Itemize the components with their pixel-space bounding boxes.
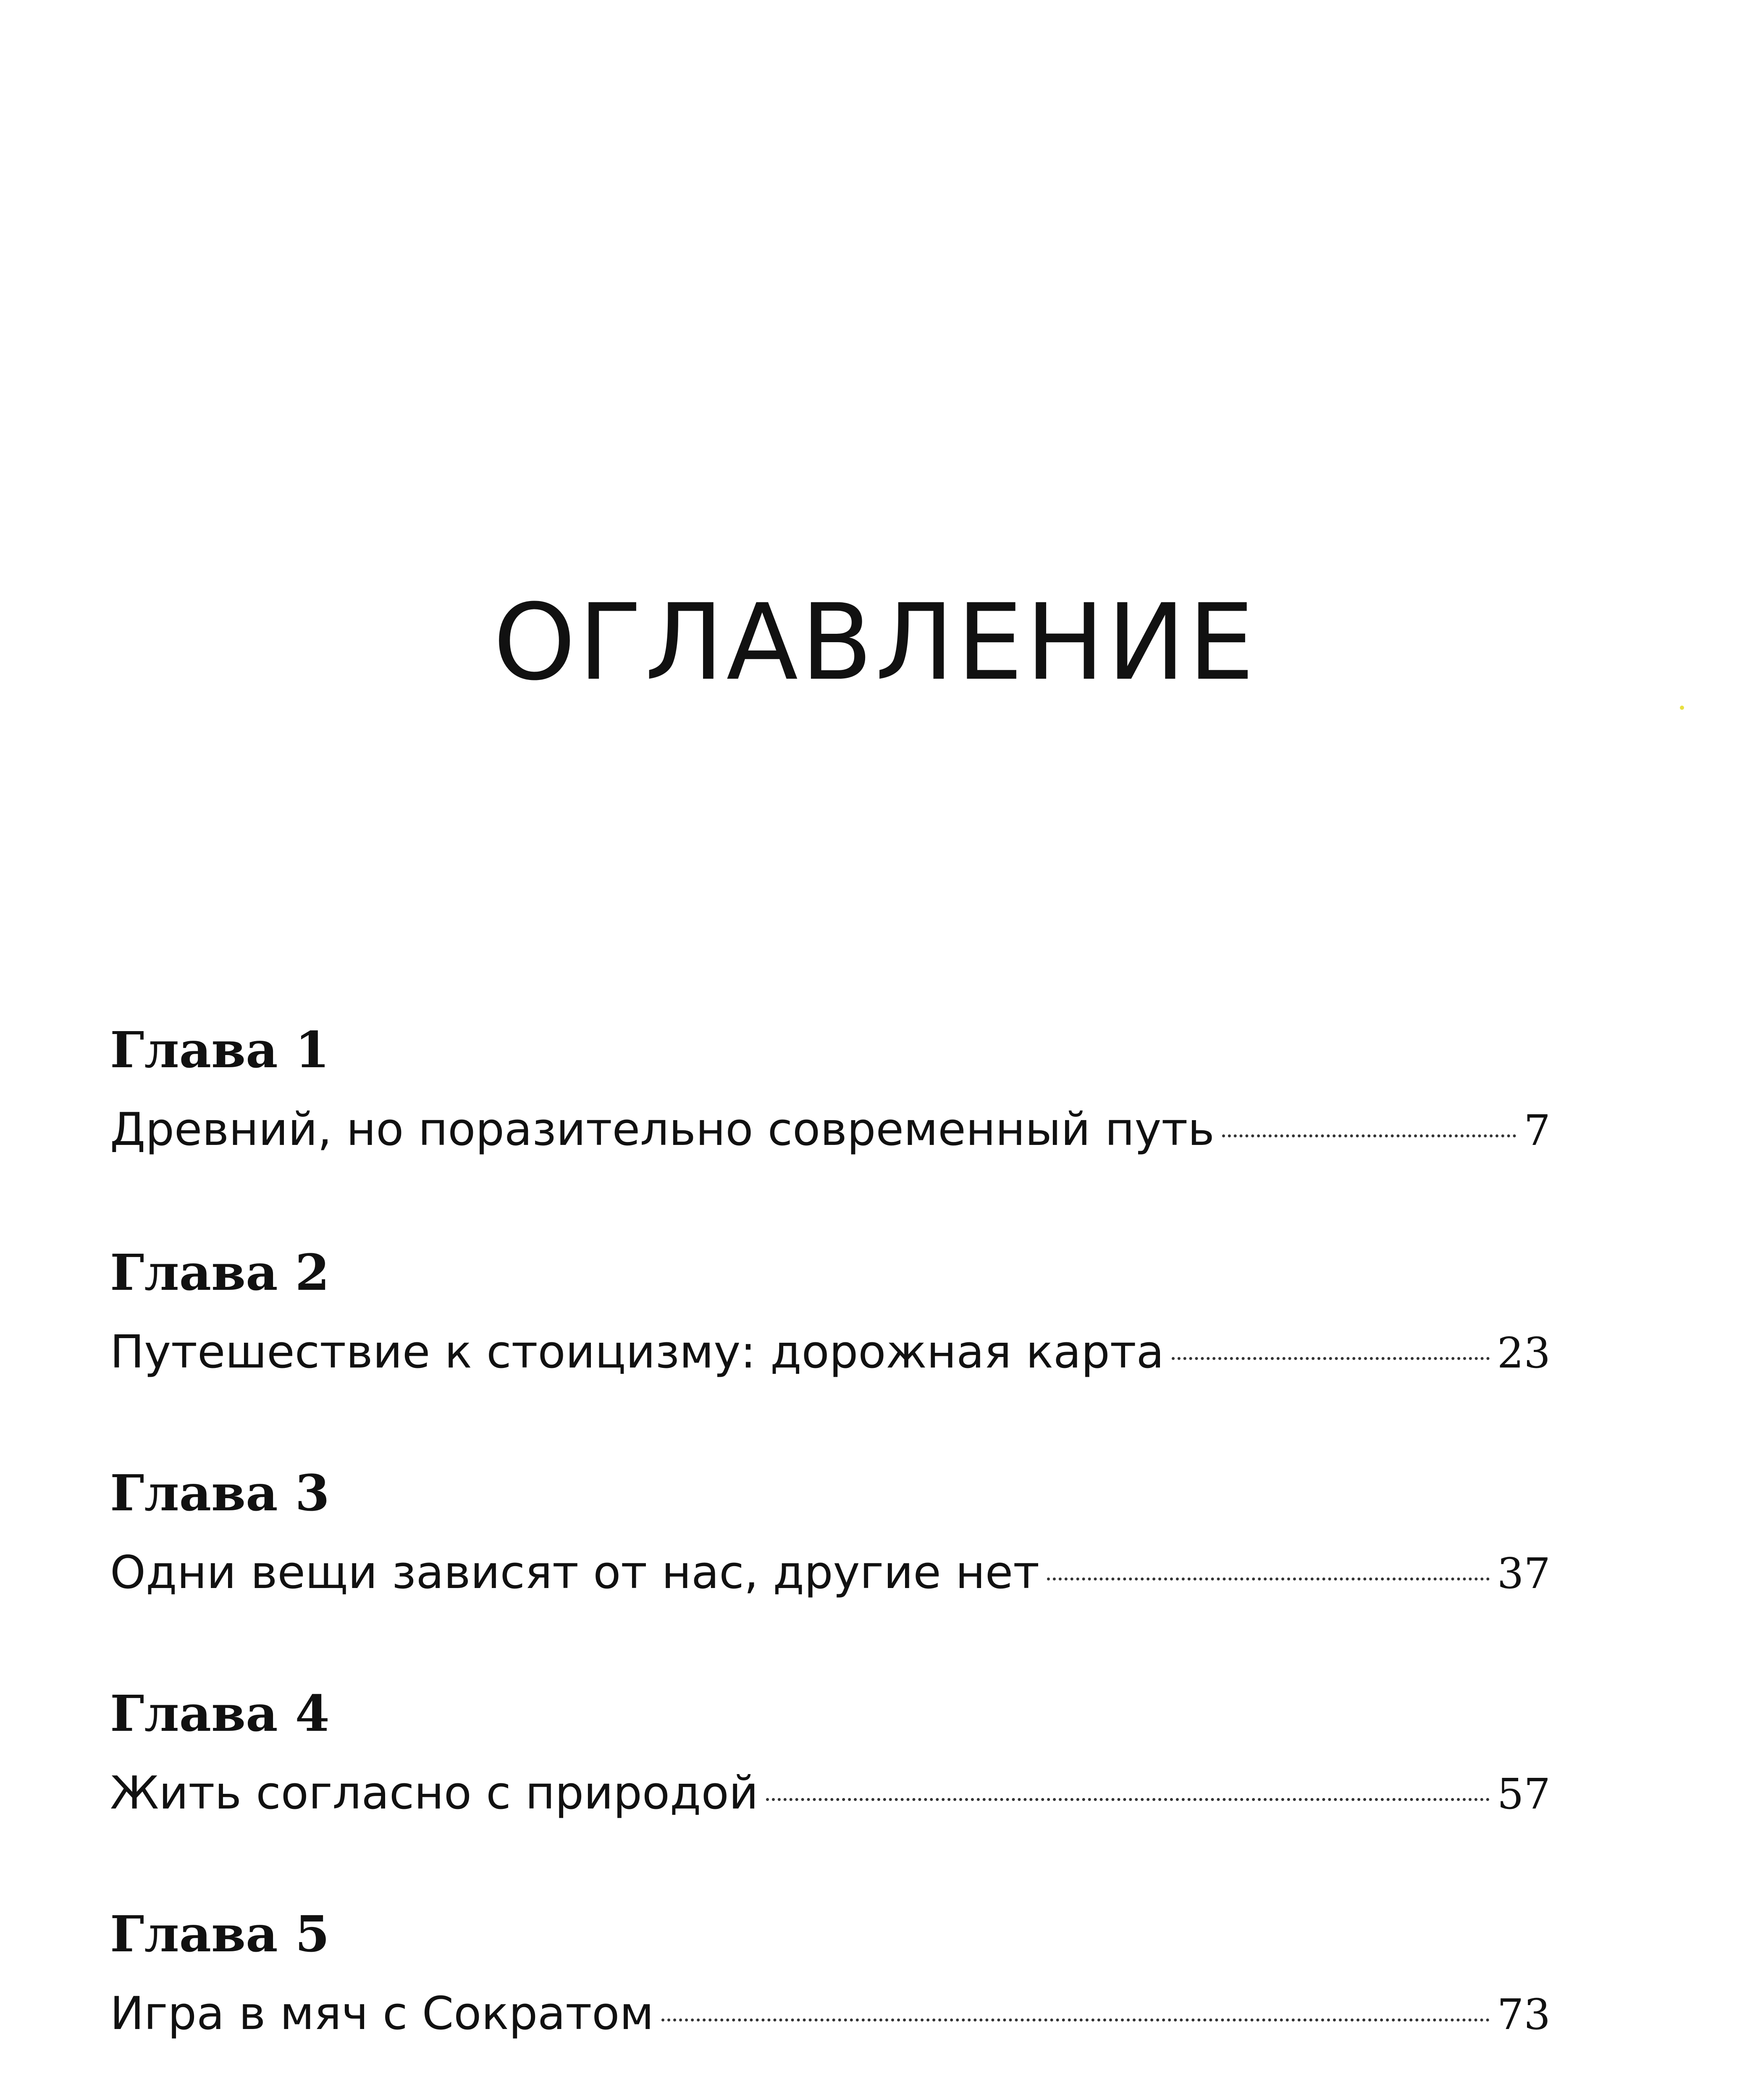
print-speck — [1680, 706, 1684, 710]
page-title: ОГЛАВЛЕНИЕ — [493, 581, 1257, 704]
chapter-title: Древний, но поразительно современный путь — [110, 1103, 1215, 1156]
chapter-label: Глава 2 — [110, 1243, 330, 1302]
toc-entry-5 — [110, 1900, 1551, 2048]
toc-entry-1 — [110, 1016, 1551, 1163]
toc-entry-3 — [110, 1460, 1551, 1606]
chapter-label: Глава 5 — [110, 1905, 330, 1963]
dot-leader — [661, 2019, 1490, 2021]
dot-leader — [1222, 1134, 1516, 1137]
page-number: 23 — [1497, 1328, 1551, 1378]
page-number: 37 — [1497, 1549, 1551, 1598]
page-number: 7 — [1524, 1106, 1551, 1155]
toc-entry-2 — [110, 1239, 1551, 1386]
toc-line[interactable] — [110, 1319, 1551, 1386]
chapter-label: Глава 4 — [110, 1684, 330, 1743]
page-number: 57 — [1497, 1769, 1551, 1819]
dot-leader — [766, 1798, 1490, 1801]
chapter-title: Игра в мяч с Сократом — [110, 1987, 654, 2040]
chapter-label: Глава 3 — [110, 1464, 330, 1522]
toc-line[interactable] — [110, 1980, 1551, 2048]
dot-leader — [1047, 1578, 1490, 1580]
chapter-title: Путешествие к стоицизму: дорожная карта — [110, 1326, 1164, 1378]
chapter-label: Глава 1 — [110, 1021, 330, 1079]
page-number: 73 — [1497, 1990, 1551, 2039]
chapter-title: Одни вещи зависят от нас, другие нет — [110, 1546, 1040, 1599]
toc-line[interactable] — [110, 1539, 1551, 1606]
chapter-title: Жить согласно с природой — [110, 1767, 758, 1819]
toc-line[interactable] — [110, 1096, 1551, 1163]
toc-entry-4 — [110, 1680, 1551, 1827]
dot-leader — [1172, 1357, 1490, 1360]
toc-line[interactable] — [110, 1760, 1551, 1827]
